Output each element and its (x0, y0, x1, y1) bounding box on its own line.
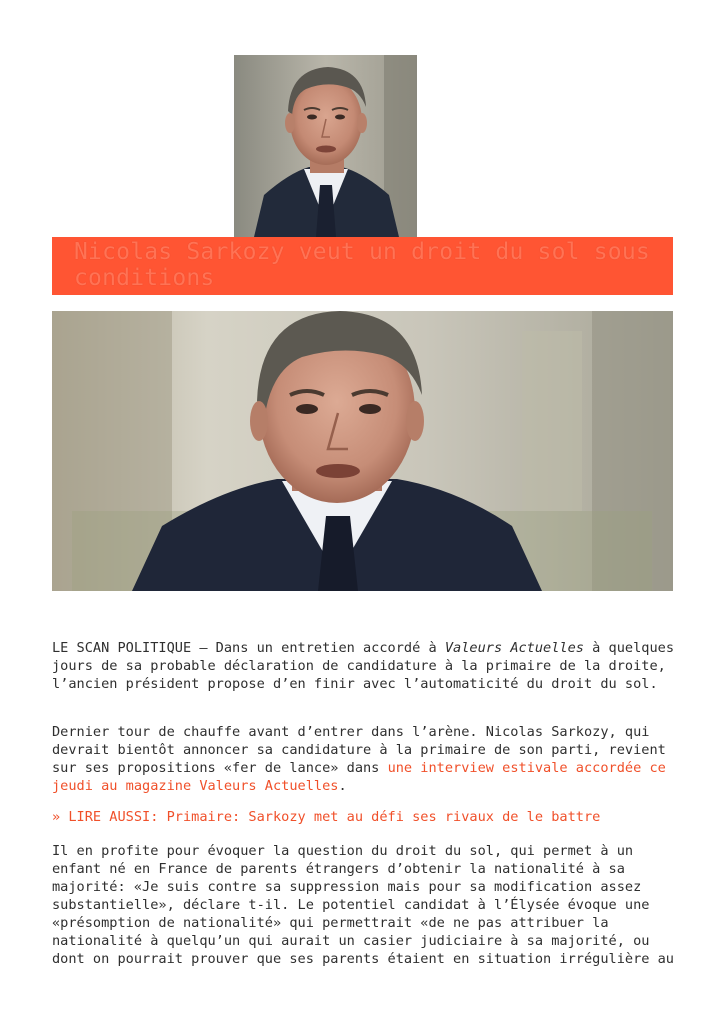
publication-name: Valeurs Actuelles (444, 640, 584, 656)
portrait-hero-image (52, 311, 673, 591)
paragraph-text-end: . (338, 778, 347, 794)
intro-rest: à quelques jours de sa probable déclaration de candidature à la primaire de la droite, l’ancien président propose d’en finir avec l’automaticité du droit du sol. (52, 640, 675, 692)
hero-photo (52, 311, 673, 591)
article-title: Nicolas Sarkozy veut un droit du sol sous conditions (74, 239, 650, 291)
thumbnail-photo (234, 55, 417, 237)
body-paragraph-2: Il en profite pour évoquer la question du droit du sol, qui permet à un enfant né en France de parents étrangers d’obtenir la nationalité à sa majorité: «Je suis contre sa suppression mais pour sa modification assez substantielle», déclare t-il. Le potentiel candidat à l’Élysée évoque une «présomption de nationalité» qui permettrait «de ne pas attribuer la nationalité à quelqu’un qui aurait un casier judiciaire à sa majorité, ou dont on pourrait prouver que ses parents étaient en situation irrégulière au (52, 843, 674, 967)
read-also-link[interactable]: » LIRE AUSSI: Primaire: Sarkozy met au défi ses rivaux de le battre (52, 809, 601, 825)
paragraph-text: Dernier tour de chauffe avant d’entrer dans l’arène. Nicolas Sarkozy, qui devrait bientôt annoncer sa candidature à la primaire de son parti, revient sur ses propositions «fer de lance» dans (52, 724, 666, 776)
interview-link[interactable]: une interview estivale accordée ce jeudi au magazine Valeurs Actuelles (52, 760, 666, 794)
intro-lead: LE SCAN POLITIQUE – Dans un entretien accordé à (52, 640, 445, 656)
portrait-thumbnail-image (234, 55, 417, 237)
body-paragraph-1 (52, 723, 677, 795)
article-title-bar (52, 237, 673, 295)
intro-paragraph (52, 639, 677, 693)
